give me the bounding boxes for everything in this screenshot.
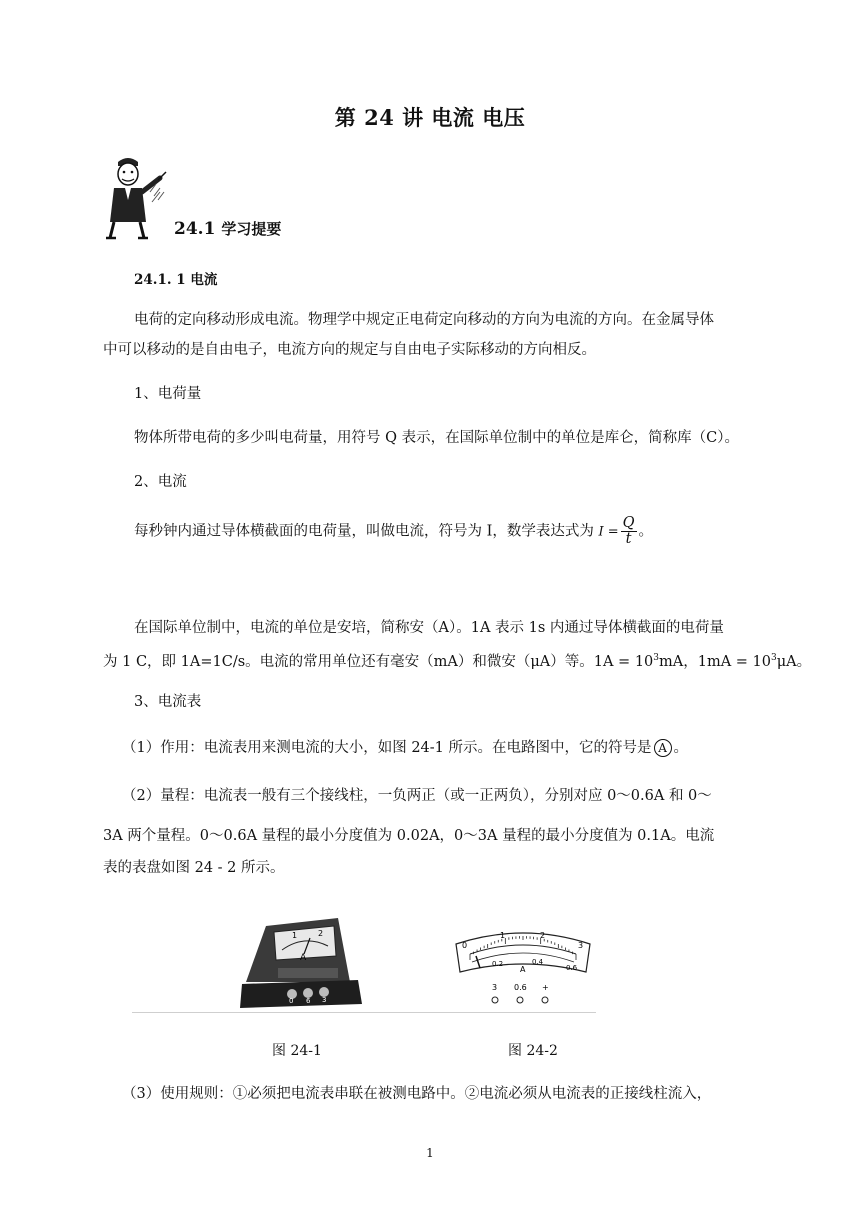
dial-lower-0.2: 0.2 — [492, 960, 504, 968]
ammeter-photo — [238, 904, 366, 1010]
units-text-c: μA。 — [776, 653, 812, 670]
section-heading — [174, 218, 281, 239]
exponent-1: 3 — [653, 653, 660, 663]
dial-lower-0.4: 0.4 — [532, 958, 544, 966]
photo-terminal-3: 3 — [322, 996, 327, 1004]
intro-line-1: 电荷的定向移动形成电流。物理学中规定正电荷定向移动的方向为电流的方向。在金属导体 — [134, 312, 714, 328]
formula-fraction — [621, 516, 637, 547]
usage-rules-line: （3）使用规则：①必须把电流表串联在被测电路中。②电流必须从电流表的正接线柱流入， — [122, 1086, 712, 1102]
cartoon-teacher-icon — [100, 152, 174, 240]
formula-lhs: I = — [598, 524, 619, 540]
dial-unit: A — [520, 965, 526, 974]
formula-numerator: Q — [622, 515, 635, 531]
photo-terminal-0: 0 — [289, 997, 294, 1005]
terminal-label-3: 3 — [492, 983, 498, 992]
terminal-label-plus: + — [542, 983, 549, 992]
section-label: 学习提要 — [221, 220, 282, 238]
heading-ammeter: 3、电流表 — [134, 694, 202, 710]
definition-end: 。 — [638, 523, 654, 540]
units-text-a: 为 1 C，即 1A=1C/s。电流的常用单位还有毫安（mA）和微安（μA）等。1A = 10 — [103, 653, 654, 670]
dial-upper-1: 1 — [500, 931, 506, 940]
units-line-1: 在国际单位制中，电流的单位是安培，简称安（A）。1A 表示 1s 内通过导体横截面的电荷量 — [134, 620, 724, 636]
figure-caption-24-1: 图 24-1 — [272, 1043, 322, 1059]
definition-text: 每秒钟内通过导体横截面的电荷量，叫做电流，符号为 I，数学表达式为 — [134, 523, 594, 540]
units-text-b: mA，1mA = 10 — [659, 653, 772, 670]
terminal-label-0.6: 0.6 — [514, 983, 527, 992]
paragraph-charge: 物体所带电荷的多少叫电荷量，用符号 Q 表示，在国际单位制中的单位是库仑，简称库（C）。 — [134, 430, 739, 446]
figures-panel — [132, 902, 596, 1013]
subsection-heading: 24.1. 1 电流 — [134, 272, 218, 288]
dial-lower-0.6: 0.6 — [566, 964, 578, 972]
range-line-3: 表的表盘如图 24 - 2 所示。 — [103, 860, 285, 876]
dial-upper-2: 2 — [540, 931, 546, 940]
function-end: 。 — [673, 740, 689, 756]
exponent-2: 3 — [771, 653, 777, 663]
ammeter-symbol-icon: A — [654, 739, 672, 757]
heading-charge: 1、电荷量 — [134, 386, 202, 402]
dial-upper-3: 3 — [578, 941, 584, 950]
ammeter-dial-diagram — [450, 904, 596, 1010]
page-title: 第 24 讲 电流 电压 — [334, 105, 526, 130]
units-line-2 — [103, 646, 811, 674]
photo-unit: A — [300, 953, 307, 963]
intro-line-2: 中可以移动的是自由电子，电流方向的规定与自由电子实际移动的方向相反。 — [103, 342, 596, 358]
paragraph-ammeter-function — [122, 736, 688, 760]
range-line-1: （2）量程：电流表一般有三个接线柱，一负两正（或一正两负），分别对应 0～0.6A 和 0～ — [122, 788, 712, 804]
section-number: 24.1 — [174, 219, 216, 239]
photo-terminal-6: 6 — [306, 997, 311, 1005]
figure-caption-24-2: 图 24-2 — [508, 1043, 558, 1059]
range-line-2: 3A 两个量程。0～0.6A 量程的最小分度值为 0.02A，0～3A 量程的最小分度值为 0.1A。电流 — [103, 828, 715, 844]
page-number: 1 — [426, 1146, 434, 1160]
formula-denominator: t — [625, 531, 632, 547]
function-text: （1）作用：电流表用来测电流的大小，如图 24-1 所示。在电路图中，它的符号是 — [122, 740, 652, 756]
paragraph-current-definition — [134, 516, 653, 547]
photo-scale-1: 1 — [292, 931, 298, 940]
dial-upper-0: 0 — [462, 941, 468, 950]
heading-current: 2、电流 — [134, 474, 187, 490]
photo-scale-2: 2 — [318, 929, 324, 938]
